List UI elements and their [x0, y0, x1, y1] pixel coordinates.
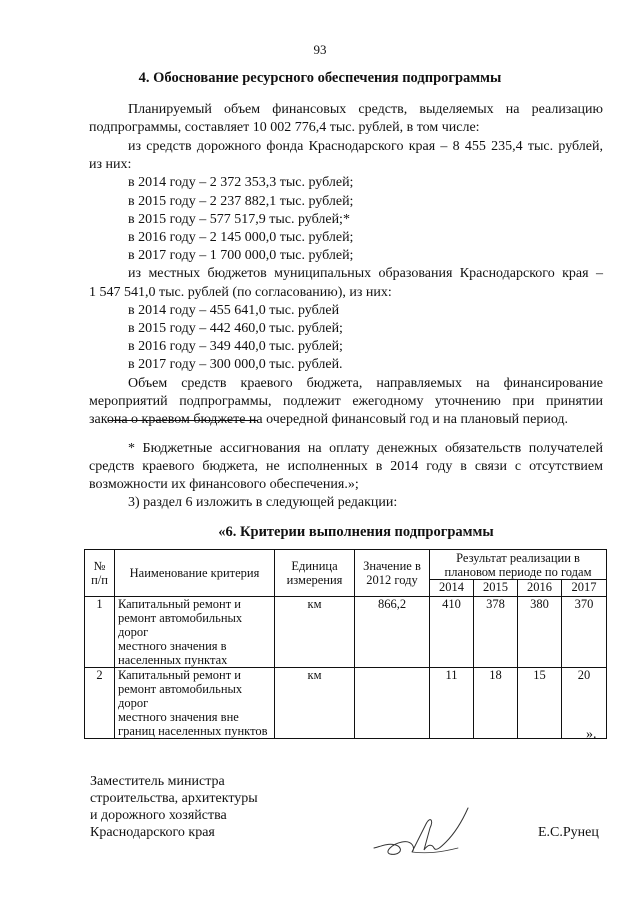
result-cell: 11: [430, 668, 474, 739]
local-budgets-item: в 2016 году – 349 440,0 тыс. рублей;: [128, 339, 343, 354]
signatory-name: Е.С.Рунец: [538, 825, 599, 840]
result-cell: 20: [562, 668, 607, 739]
year-header: 2016: [518, 580, 562, 597]
road-fund-line-2: из них:: [89, 157, 132, 172]
year-header: 2015: [474, 580, 518, 597]
result-cell: 370: [562, 597, 607, 668]
table-row: [85, 597, 607, 668]
col-header-name: Наименование критерия: [115, 550, 275, 597]
page-number: 93: [313, 42, 327, 57]
footnote-line-1: * Бюджетные ассигнования на оплату денежных обязательств получателей: [128, 441, 603, 456]
table-closing-mark: ».: [586, 727, 597, 742]
result-cell: 378: [474, 597, 518, 668]
local-budgets-line-2: 1 547 541,0 тыс. рублей (по согласованию), из них:: [89, 285, 392, 300]
col-header-number: № п/п: [85, 550, 115, 597]
criterion-name: Капитальный ремонт и ремонт автомобильных дорог местного значения в населенных пунктах: [115, 597, 275, 668]
annual-line-3: закона о краевом бюджете на очередной финансовый год и на плановый период.: [89, 412, 569, 427]
handwritten-signature: [368, 796, 478, 866]
annual-line-1: Объем средств краевого бюджета, направляемых на финансирование: [128, 376, 603, 391]
value-2012-cell: [355, 668, 430, 739]
unit-cell: км: [275, 668, 355, 739]
road-fund-item: в 2015 году – 577 517,9 тыс. рублей;*: [128, 212, 350, 227]
footnote-divider: [108, 420, 258, 421]
road-fund-item: в 2016 году – 2 145 000,0 тыс. рублей;: [128, 230, 354, 245]
table-heading: «6. Критерии выполнения подпрограммы: [218, 524, 494, 540]
row-number: 1: [85, 597, 115, 668]
local-budgets-item: в 2015 году – 442 460,0 тыс. рублей;: [128, 321, 343, 336]
year-header: 2014: [430, 580, 474, 597]
section-instruction: 3) раздел 6 изложить в следующей редакции:: [128, 495, 398, 510]
value-2012-cell: 866,2: [355, 597, 430, 668]
col-header-results: Результат реализации в плановом периоде по годам: [430, 550, 607, 580]
table-header-row: [85, 550, 607, 580]
local-budgets-line-1: из местных бюджетов муниципальных образования Краснодарского края –: [128, 266, 603, 281]
criteria-table: [84, 549, 607, 739]
col-header-unit: Единица измерения: [275, 550, 355, 597]
signatory-position: Заместитель министра строительства, архитектуры и дорожного хозяйства Краснодарского края: [90, 774, 258, 840]
unit-cell: км: [275, 597, 355, 668]
criterion-name: Капитальный ремонт и ремонт автомобильных дорог местного значения вне границ населенных пунктов: [115, 668, 275, 739]
section-heading: 4. Обоснование ресурсного обеспечения подпрограммы: [138, 70, 502, 86]
road-fund-item: в 2015 году – 2 237 882,1 тыс. рублей;: [128, 194, 354, 209]
col-header-value-2012: Значение в 2012 году: [355, 550, 430, 597]
result-cell: 15: [518, 668, 562, 739]
table-row: [85, 668, 607, 739]
footnote-line-2: средств краевого бюджета, не исполненных в 2014 году в связи с отсутствием: [89, 459, 603, 474]
footnote-line-3: возможности их финансового обеспечения.»;: [89, 477, 359, 492]
annual-line-2: мероприятий подпрограммы, подлежит ежегодному уточнению при принятии: [89, 394, 603, 409]
year-header: 2017: [562, 580, 607, 597]
local-budgets-item: в 2014 году – 455 641,0 тыс. рублей: [128, 303, 340, 318]
road-fund-item: в 2017 году – 1 700 000,0 тыс. рублей;: [128, 248, 354, 263]
intro-line-2: подпрограммы, составляет 10 002 776,4 тыс. рублей, в том числе:: [89, 120, 480, 135]
result-cell: 410: [430, 597, 474, 668]
local-budgets-item: в 2017 году – 300 000,0 тыс. рублей.: [128, 357, 343, 372]
result-cell: 18: [474, 668, 518, 739]
result-cell: 380: [518, 597, 562, 668]
intro-line-1: Планируемый объем финансовых средств, выделяемых на реализацию: [128, 102, 603, 117]
row-number: 2: [85, 668, 115, 739]
road-fund-item: в 2014 году – 2 372 353,3 тыс. рублей;: [128, 175, 354, 190]
road-fund-line-1: из средств дорожного фонда Краснодарского края – 8 455 235,4 тыс. рублей,: [128, 139, 603, 154]
